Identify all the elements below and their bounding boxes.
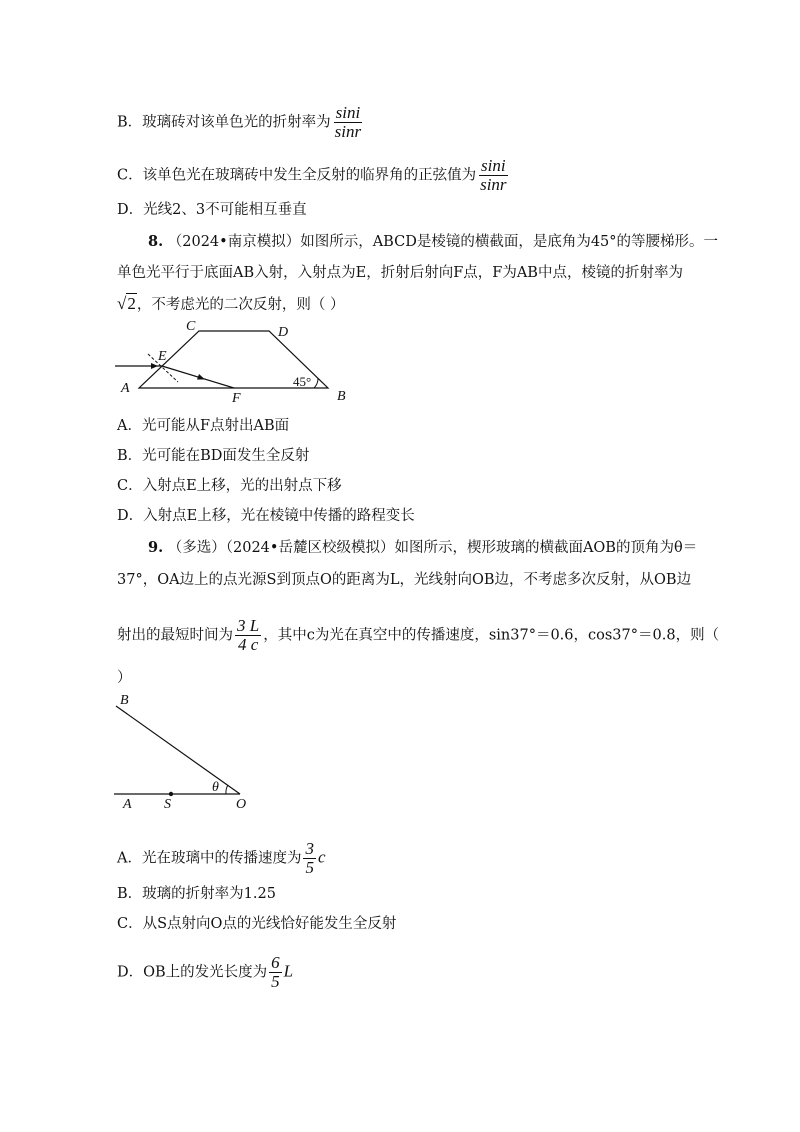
fraction-numerator: 6 xyxy=(271,953,280,972)
q7-option-b-text: B．玻璃砖对该单色光的折射率为 xyxy=(117,114,331,131)
q7-option-d: D．光线2、3不可能相互垂直 xyxy=(117,202,307,218)
q9-option-d-unit: L xyxy=(283,961,294,981)
fraction-denominator: 5 xyxy=(305,858,314,877)
incident-arrow-icon xyxy=(151,363,158,369)
q7-option-c xyxy=(117,157,511,194)
fraction xyxy=(333,104,363,141)
q8-option-c: C．入射点E上移，光的出射点下移 xyxy=(117,478,342,494)
fraction xyxy=(235,617,261,654)
q8-stem-text-1: （2024•南京模拟）如图所示，ABCD是棱镜的横截面，是底角为45°的等腰梯形。一 xyxy=(167,234,719,250)
fraction-numerator: sini xyxy=(335,103,361,122)
label-angle-45: 45° xyxy=(293,374,312,389)
q9-stem-line-2: 37°，OA边上的点光源S到顶点O的距离为L，光线射向OB边，不考虑多次反射，从OB边 xyxy=(117,572,692,588)
q9-option-b: B．玻璃的折射率为1.25 xyxy=(117,886,276,902)
q9-stem-line-4: ） xyxy=(117,670,132,686)
label-a: A xyxy=(121,381,130,396)
q9-option-a-unit: c xyxy=(317,847,326,867)
label-c: C xyxy=(186,320,196,334)
q8-option-d: D．入射点E上移，光在棱镜中传播的路程变长 xyxy=(117,508,415,524)
fraction-numerator: 3 xyxy=(305,839,314,858)
q7-option-c-text: C．该单色光在玻璃砖中发生全反射的临界角的正弦值为 xyxy=(117,167,477,184)
fraction xyxy=(478,157,508,194)
refracted-arrow-icon xyxy=(197,374,205,380)
q9-stem-text-1: （多选）（2024•岳麓区校级模拟）如图所示，楔形玻璃的横截面AOB的顶角为θ＝ xyxy=(167,540,698,556)
q8-stem-line-3 xyxy=(117,294,344,315)
q9-option-a xyxy=(117,840,326,877)
fraction xyxy=(269,954,282,991)
q8-prism-figure xyxy=(110,320,370,410)
q8-number: 8. xyxy=(148,233,164,250)
label-o: O xyxy=(236,797,247,812)
fraction xyxy=(303,840,316,877)
q8-option-a: A．光可能从F点射出AB面 xyxy=(117,418,290,434)
fraction-denominator: sinr xyxy=(334,122,362,141)
q9-number: 9. xyxy=(148,539,164,556)
label-d: D xyxy=(278,325,289,340)
fraction-denominator: sinr xyxy=(480,175,507,194)
q9-stem-text-3-head: 射出的最短时间为 xyxy=(117,627,233,644)
fraction-denominator: 4 c xyxy=(237,635,259,654)
label-s: S xyxy=(164,797,171,812)
label-e: E xyxy=(158,349,167,364)
sqrt-expression: √2 xyxy=(117,294,136,313)
q9-option-c: C．从S点射向O点的光线恰好能发生全反射 xyxy=(117,916,397,932)
q7-option-b xyxy=(117,104,365,141)
q8-stem-line-1 xyxy=(148,232,718,252)
label-a: A xyxy=(123,797,132,812)
point-source-s xyxy=(169,792,173,796)
label-b: B xyxy=(120,693,129,708)
sqrt-radicand: 2 xyxy=(127,294,136,313)
angle-arc xyxy=(314,378,318,388)
q8-stem-line-2: 单色光平行于底面AB入射，入射点为E，折射后射向F点，F为AB中点，棱镜的折射率为 xyxy=(117,265,683,281)
q9-option-a-text: A．光在玻璃中的传播速度为 xyxy=(117,850,302,867)
q9-stem-line-1 xyxy=(148,538,697,558)
edge-ob xyxy=(116,706,240,794)
q9-stem-line-3 xyxy=(117,617,719,654)
fraction-numerator: sini xyxy=(481,156,506,175)
fraction-numerator: 3 L xyxy=(237,616,260,635)
q9-option-d-text: D．OB上的发光长度为 xyxy=(117,964,268,981)
angle-arc xyxy=(226,785,228,794)
q9-wedge-figure xyxy=(108,688,268,818)
q9-option-d xyxy=(117,954,293,991)
label-b: B xyxy=(337,389,346,404)
q8-stem-text-3: ，不考虑光的二次反射，则（ ） xyxy=(136,297,345,313)
fraction-denominator: 5 xyxy=(271,972,280,991)
q8-option-b: B．光可能在BD面发生全反射 xyxy=(117,448,310,464)
label-f: F xyxy=(232,391,241,406)
label-theta: θ xyxy=(212,780,219,795)
q9-stem-text-3-tail: ，其中c为光在真空中的传播速度，sin37°＝0.6，cos37°＝0.8，则（ xyxy=(263,627,720,644)
